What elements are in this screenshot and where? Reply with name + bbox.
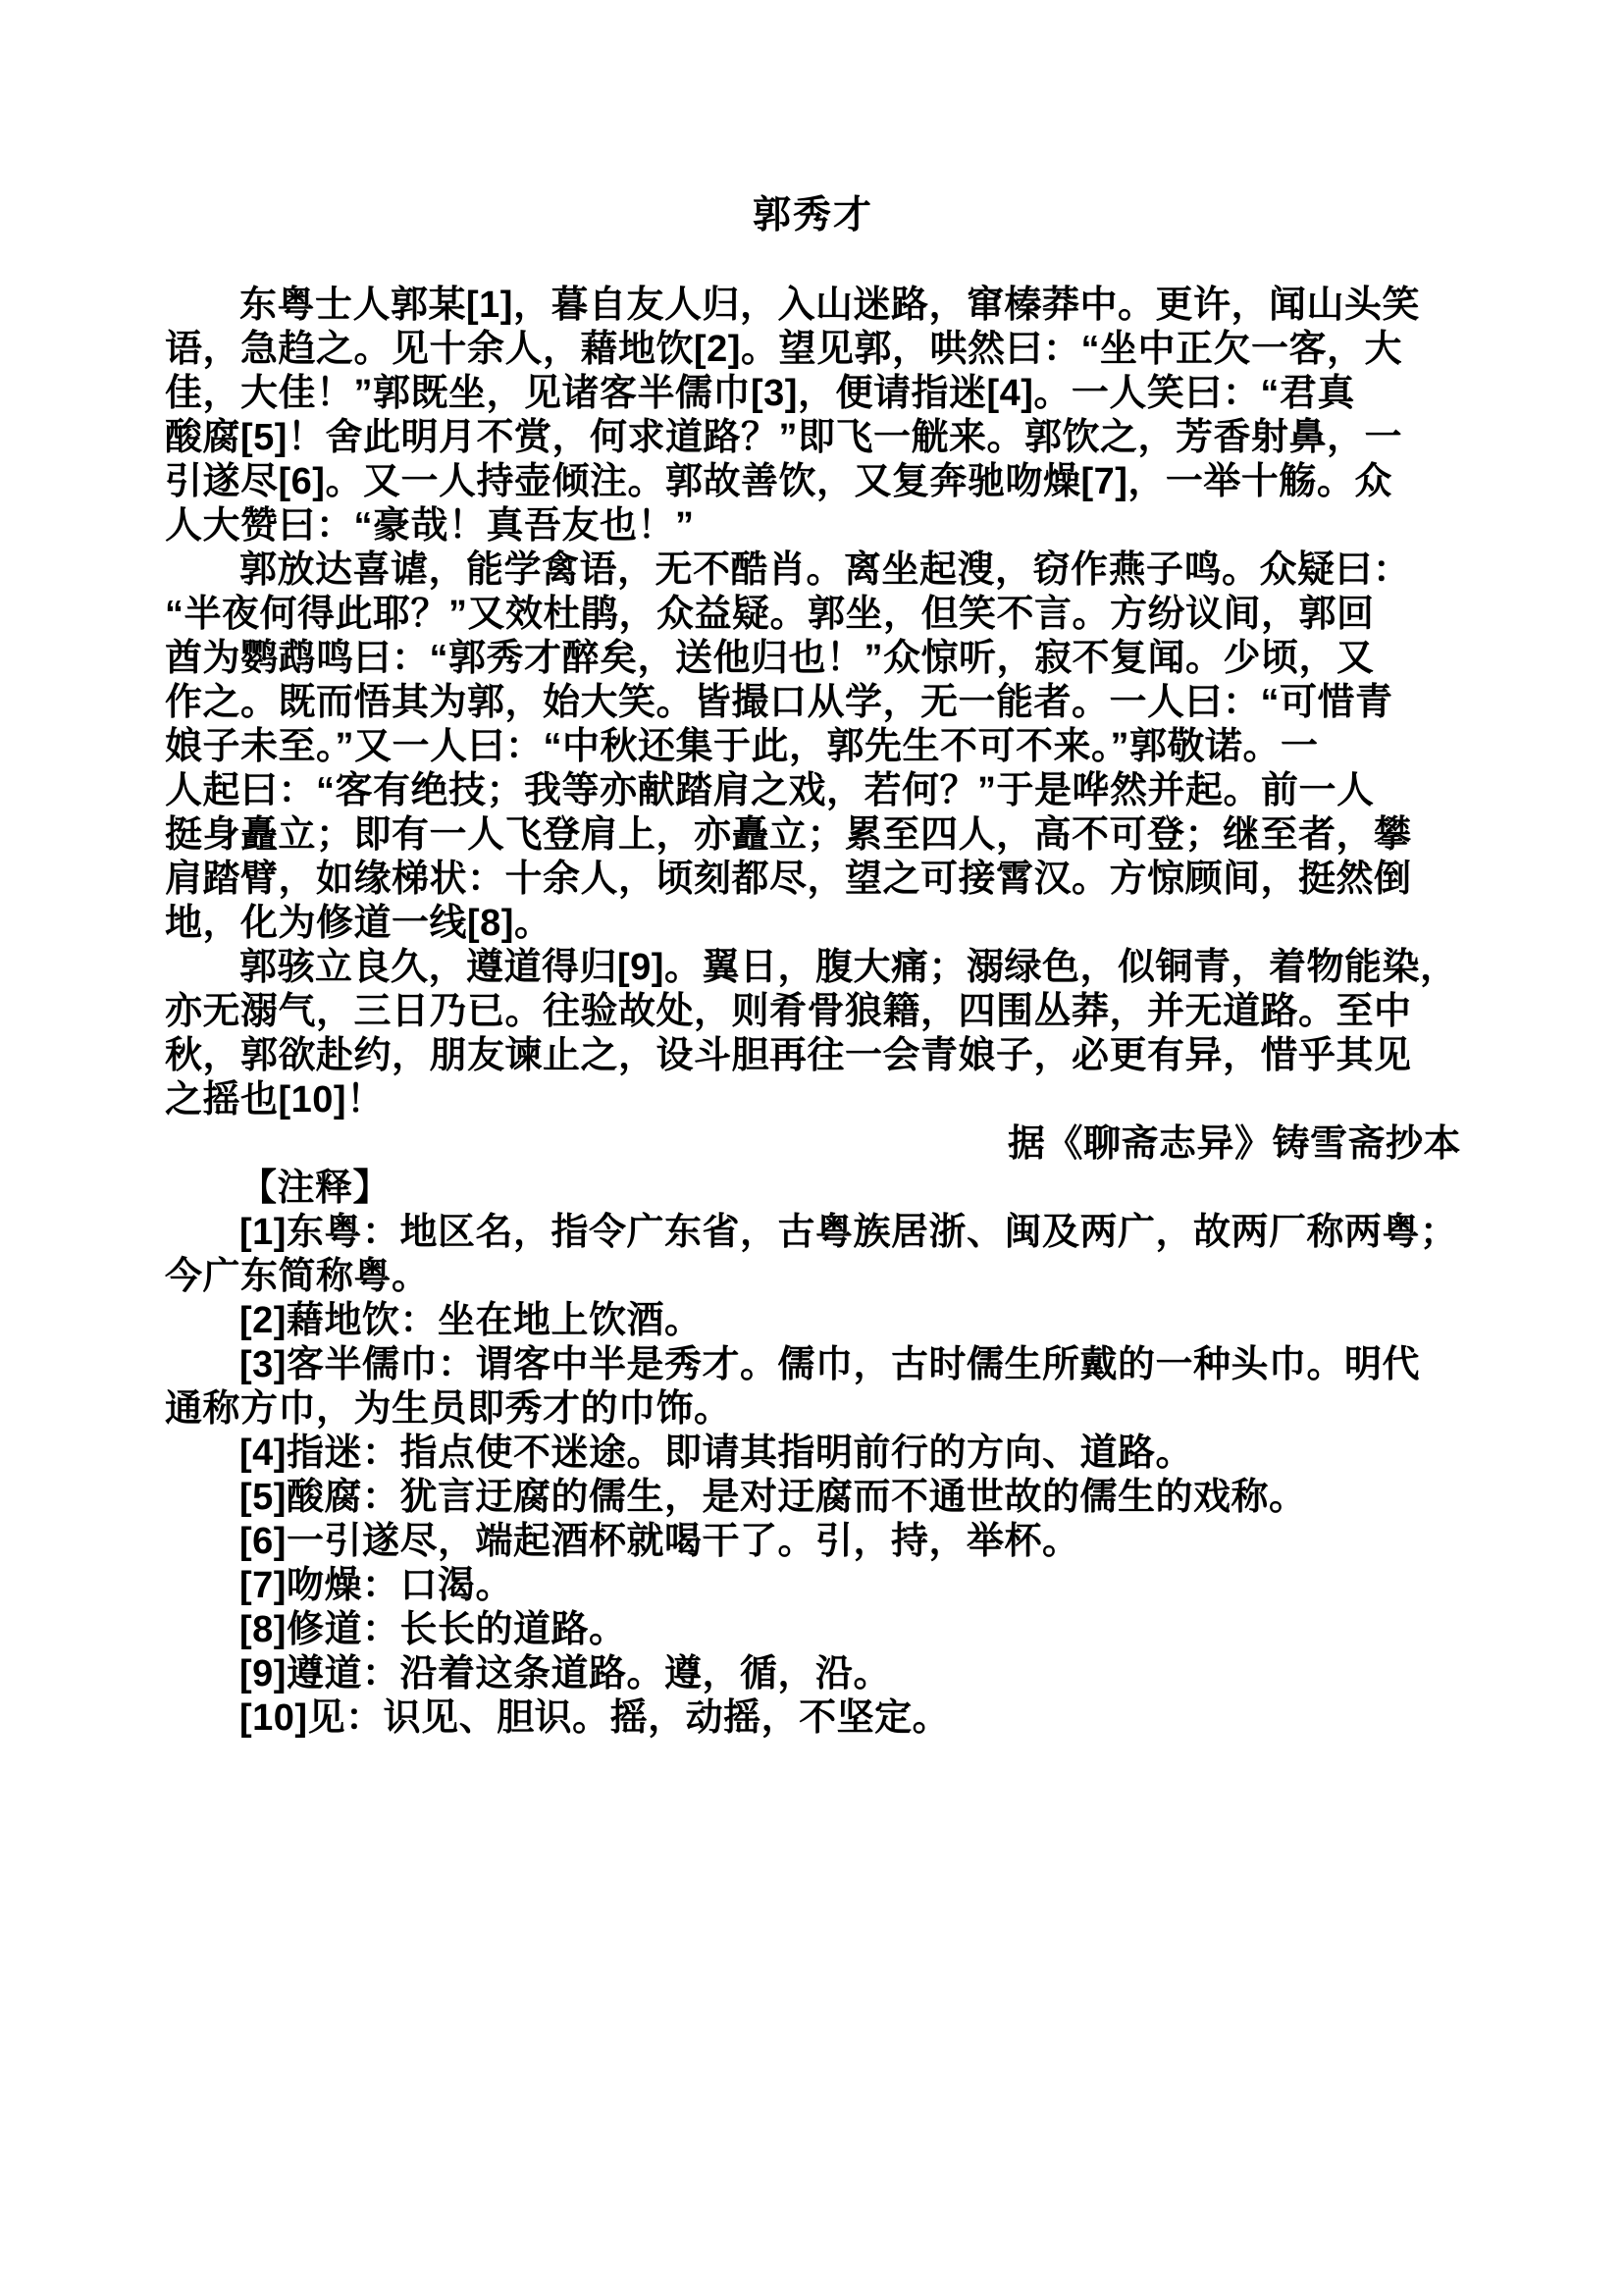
note-item [165, 1343, 1461, 1432]
note-line: [9]遵道：沿着这条道路。遵，循，沿。 [239, 1653, 891, 1694]
story-line: 之摇也[10]！ [165, 1079, 385, 1121]
note-item [165, 1299, 1461, 1343]
note-line: [6]一引遂尽，端起酒杯就喝干了。引，持，举杯。 [239, 1521, 1080, 1562]
story-line: 娘子未至。”又一人曰：“中秋还集于此，郭先生不可不来。”郭敬诺。一 [165, 726, 1319, 767]
note-line: [8]修道：长长的道路。 [239, 1609, 627, 1650]
page-title: 郭秀才 [752, 194, 873, 236]
story-line: 人大赞曰：“豪哉！真吾友也！” [165, 505, 695, 547]
story-paragraph [165, 548, 1461, 946]
story-paragraph [165, 284, 1461, 548]
story [165, 284, 1461, 1167]
story-line: 佳，大佳！”郭既坐，见诸客半儒巾[3]，便请指迷[4]。一人笑曰：“君真 [165, 373, 1355, 414]
note-line: 通称方巾，为生员即秀才的巾饰。 [165, 1388, 732, 1430]
story-line: 郭放达喜谑，能学禽语，无不酷肖。离坐起溲，窃作燕子鸣。众疑曰： [239, 549, 1411, 591]
note-item [165, 1432, 1461, 1476]
story-line: 亦无溺气，三日乃已。往验故处，则肴骨狼籍，四围丛莽，并无道路。至中 [165, 991, 1412, 1032]
attribution-line: 据《聊斋志异》铸雪斋抄本 [1007, 1123, 1461, 1165]
story-paragraph [165, 946, 1461, 1122]
story-line: 肩踏臂，如缘梯状：十余人，顷刻都尽，望之可接霄汉。方惊顾间，挺然倒 [165, 859, 1412, 900]
notes-header: 【注释】 [239, 1168, 392, 1209]
story-line: 酸腐[5]！舍此明月不赏，何求道路？”即飞一觥来。郭饮之，芳香射鼻，一 [165, 417, 1402, 458]
note-line: [4]指迷：指点使不迷途。即请其指明前行的方向、道路。 [239, 1433, 1193, 1474]
note-line: [7]吻燥：口渴。 [239, 1565, 513, 1606]
note-line: [1]东粤：地区名，指令广东省，古粤族居浙、闽及两广，故两厂称两粤； [239, 1212, 1458, 1253]
note-line: [5]酸腐：犹言迂腐的儒生，是对迂腐而不通世故的儒生的戏称。 [239, 1477, 1307, 1518]
note-line: [3]客半儒巾：谓客中半是秀才。儒巾，古时儒生所戴的一种头巾。明代 [239, 1344, 1420, 1385]
story-line: 郭骇立良久，遵道得归[9]。翼日，腹大痛；溺绿色，似铜青，着物能染， [239, 947, 1458, 988]
note-item [165, 1652, 1461, 1696]
story-line: 东粤士人郭某[1]，暮自友人归，入山迷路，窜榛莽中。更许，闻山头笑 [239, 285, 1420, 326]
story-line: “半夜何得此耶？”又效杜鹃，众益疑。郭坐，但笑不言。方纷议间，郭回 [165, 594, 1375, 635]
note-item [165, 1476, 1461, 1520]
note-line: 今广东简称粤。 [165, 1256, 430, 1297]
note-line: [2]藉地饮：坐在地上饮酒。 [239, 1300, 703, 1341]
note-item [165, 1696, 1461, 1741]
story-line: 秋，郭欲赴约，朋友谏止之，设斗胆再往一会青娘子，必更有异，惜乎其见 [165, 1035, 1412, 1076]
note-item [165, 1520, 1461, 1564]
notes-section [165, 1167, 1461, 1741]
story-line: 人起曰：“客有绝技；我等亦献踏肩之戏，若何？”于是哗然并起。前一人 [165, 770, 1375, 811]
story-line: 地，化为修道一线[8]。 [165, 903, 552, 944]
story-line: 作之。既而悟其为郭，始大笑。皆撮口从学，无一能者。一人曰：“可惜青 [165, 682, 1393, 723]
note-item [165, 1211, 1461, 1299]
note-line: [10]见：识见、胆识。摇，动摇，不坚定。 [239, 1697, 951, 1739]
note-item [165, 1564, 1461, 1608]
note-item [165, 1608, 1461, 1652]
story-line: 语，急趋之。见十余人，藉地饮[2]。望见郭，哄然曰：“坐中正欠一客，大 [165, 329, 1402, 370]
story-line: 酋为鹦鹉鸣曰：“郭秀才醉矣，送他归也！”众惊听，寂不复闻。少顷，又 [165, 638, 1375, 679]
story-line: 引遂尽[6]。又一人持壶倾注。郭故善饮，又复奔驰吻燥[7]，一举十觞。众 [165, 461, 1392, 502]
story-line: 挺身矗立；即有一人飞登肩上，亦矗立；累至四人，高不可登；继至者，攀 [165, 814, 1412, 856]
